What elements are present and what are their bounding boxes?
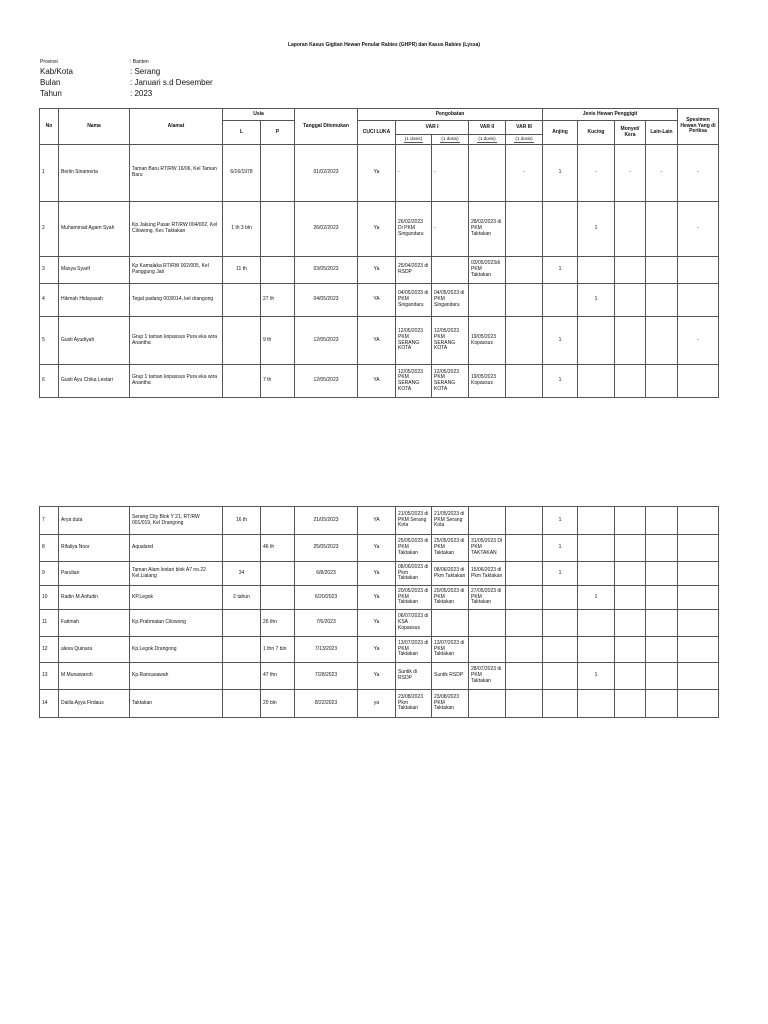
row-usia-p [261, 507, 295, 535]
row-var-1a: 12/05/2023 PKM SERANG KOTA [396, 365, 432, 398]
row-var-3: - [506, 145, 543, 202]
row-spesimen [678, 562, 719, 586]
row-var-1a: - [396, 145, 432, 202]
row-nama: M Munawaroh [59, 663, 130, 690]
row-monyet [615, 535, 646, 562]
table-row [40, 317, 719, 365]
header-kucing: Kucing [578, 121, 615, 145]
row-cuci-luka: Ya [358, 202, 396, 257]
row-usia-l: 16 th [223, 507, 261, 535]
row-kucing [578, 535, 615, 562]
row-usia-l [223, 365, 261, 398]
row-var-1a: 20/05/2023 di PKM Taktakan [396, 586, 432, 610]
row-kucing [578, 257, 615, 284]
meta-key: Tahun [40, 89, 62, 98]
row-tanggal: 6/20/2023 [295, 586, 358, 610]
row-nama: Arya duta [59, 507, 130, 535]
row-spesimen [678, 610, 719, 637]
meta-row-kabkota [40, 66, 213, 77]
row-spesimen: - [678, 202, 719, 257]
row-spesimen [678, 257, 719, 284]
row-var-3 [506, 365, 543, 398]
row-no: 10 [40, 586, 59, 610]
row-monyet [615, 284, 646, 317]
table-row [40, 690, 719, 718]
row-var-1b: 23/08/2023 PKM Taktakan [432, 690, 469, 718]
header-monyet: Monyet/ Kera [615, 121, 646, 145]
row-anjing: 1 [543, 535, 578, 562]
row-monyet [615, 562, 646, 586]
row-no: 12 [40, 637, 59, 663]
row-tanggal: 03/05/2023 [295, 257, 358, 284]
row-usia-l: 1 th 3 bln [223, 202, 261, 257]
table-row [40, 562, 719, 586]
row-var-2: 28/02/2023 di PKM Taktakan [469, 202, 506, 257]
row-spesimen [678, 663, 719, 690]
row-spesimen: - [678, 145, 719, 202]
meta-row-bulan [40, 77, 213, 88]
row-var-1b [432, 610, 469, 637]
meta-value: : Januari s.d Desember [130, 78, 213, 87]
row-var-2: 15/06/2023 di Pkm Taktakan [469, 562, 506, 586]
row-var-1a: 25/04/2023 di RSDP [396, 257, 432, 284]
report-title: Laporan Kasus Gigitan Hewan Penular Rabies (GHPR) dan Kasus Rabies (Lyssa) [287, 42, 481, 48]
row-no: 11 [40, 610, 59, 637]
row-alamat: Kp.Rancasawah [130, 663, 223, 690]
row-no: 1 [40, 145, 59, 202]
table-row [40, 365, 719, 398]
row-var-3 [506, 586, 543, 610]
row-nama: Radin M.Arifudin [59, 586, 130, 610]
row-alamat: Aqualand [130, 535, 223, 562]
row-nama: Parulian [59, 562, 130, 586]
row-alamat: Tegal padang 003/014, kel drangong [130, 284, 223, 317]
row-lain [646, 284, 678, 317]
header-usia: Usia [223, 109, 295, 121]
row-usia-l [223, 663, 261, 690]
row-monyet [615, 317, 646, 365]
row-kucing [578, 562, 615, 586]
row-no: 6 [40, 365, 59, 398]
row-cuci-luka: YA [358, 284, 396, 317]
row-var-3 [506, 284, 543, 317]
row-anjing [543, 202, 578, 257]
row-nama: alexa Quinara [59, 637, 130, 663]
row-var-3 [506, 507, 543, 535]
header-alamat: Alamat [130, 109, 223, 145]
row-var-1a: 04/05/2023 di PKM Singandaru [396, 284, 432, 317]
row-usia-l [223, 284, 261, 317]
row-usia-l [223, 690, 261, 718]
row-lain [646, 535, 678, 562]
row-no: 5 [40, 317, 59, 365]
row-monyet [615, 507, 646, 535]
row-var-1b: 20/05/2023 di PKM Taktakan [432, 586, 469, 610]
row-nama: Dalila Ayya Firdaus [59, 690, 130, 718]
row-var-1b: - [432, 202, 469, 257]
meta-value: : Serang [130, 67, 161, 76]
row-var-3 [506, 202, 543, 257]
header-dosis: (1 dosis) [396, 135, 432, 145]
row-nama: Fatimah [59, 610, 130, 637]
row-var-2 [469, 284, 506, 317]
row-no: 4 [40, 284, 59, 317]
row-tanggal: 25/05/2023 [295, 535, 358, 562]
row-monyet [615, 257, 646, 284]
row-anjing [543, 586, 578, 610]
row-tanggal: 26/02/2023 [295, 202, 358, 257]
row-anjing [543, 663, 578, 690]
row-tanggal: 7/6/2023 [295, 610, 358, 637]
row-no: 8 [40, 535, 59, 562]
row-var-1b: 13/07/2023 di PKM Taktakan [432, 637, 469, 663]
row-kucing [578, 610, 615, 637]
meta-key: Kab/Kota [40, 67, 73, 76]
row-var-1a: 13/07/2023 di PKM Taktakan [396, 637, 432, 663]
table-row [40, 257, 719, 284]
row-alamat: KP.Legok [130, 586, 223, 610]
row-usia-p: 9 th [261, 317, 295, 365]
row-var-2 [469, 610, 506, 637]
row-alamat: Serang City Blok Y 21, RT/RW 001/019, Kel Drangong [130, 507, 223, 535]
row-kucing [578, 637, 615, 663]
row-alamat: Kp Jakung Pasar RT/RW 004/002, Kel Cilowong, Kec Taktakan [130, 202, 223, 257]
row-spesimen [678, 637, 719, 663]
row-var-1a: 06/07/2023 di KSA Kopassus [396, 610, 432, 637]
row-cuci-luka: Ya [358, 586, 396, 610]
row-usia-p: 27 th [261, 284, 295, 317]
row-kucing [578, 690, 615, 718]
row-alamat: Kp Kamalaka RT/RW 002/005, Kel Panggung Jati [130, 257, 223, 284]
header-var-3: VAR III [506, 121, 543, 135]
row-alamat: Taman Alam lestari blok A7 no.22 Kel.Lialang [130, 562, 223, 586]
row-cuci-luka: YA [358, 317, 396, 365]
row-lain [646, 663, 678, 690]
report-meta [40, 57, 213, 99]
table-row [40, 507, 719, 535]
table-row [40, 663, 719, 690]
meta-key: Provinsi [40, 58, 58, 65]
row-var-1b: 04/05/2023 di PKM Singandaru [432, 284, 469, 317]
row-var-3 [506, 257, 543, 284]
meta-value: : 2023 [130, 89, 153, 98]
row-usia-l [223, 637, 261, 663]
row-tanggal: 04/05/2023 [295, 284, 358, 317]
header-tanggal: Tanggal Ditemukan [295, 109, 358, 145]
row-spesimen [678, 586, 719, 610]
row-var-1b: Suntik RSDP [432, 663, 469, 690]
row-var-2 [469, 690, 506, 718]
row-lain [646, 637, 678, 663]
row-lain [646, 610, 678, 637]
row-cuci-luka: Ya [358, 637, 396, 663]
row-lain [646, 317, 678, 365]
row-var-1a: 23/08/2023 Pkm Taktakan [396, 690, 432, 718]
row-tanggal: 12/05/2023 [295, 317, 358, 365]
header-anjing: Anjing [543, 121, 578, 145]
row-var-3 [506, 535, 543, 562]
row-alamat: Grup 1 taman kopassus Pura eka wira Anantha [130, 365, 223, 398]
row-var-1a: Suntik di RSDP [396, 663, 432, 690]
header-jenis-hewan: Jenis Hewan Penggigit [543, 109, 678, 121]
row-tanggal: 12/05/2023 [295, 365, 358, 398]
row-cuci-luka: Ya [358, 562, 396, 586]
table-row [40, 202, 719, 257]
header-usia-p: P [261, 121, 295, 145]
header-usia-l: L [223, 121, 261, 145]
table-body-part-2 [40, 507, 719, 718]
header-var-2: VAR II [469, 121, 506, 135]
row-kucing: 1 [578, 284, 615, 317]
row-alamat: Kp.Prahmatan Cilowong [130, 610, 223, 637]
row-anjing [543, 690, 578, 718]
row-lain [646, 507, 678, 535]
row-spesimen [678, 284, 719, 317]
row-usia-l [223, 610, 261, 637]
row-spesimen [678, 507, 719, 535]
row-lain: - [646, 145, 678, 202]
row-usia-l: 11 th [223, 257, 261, 284]
row-no: 7 [40, 507, 59, 535]
row-var-2: 19/05/2023 Kopassus [469, 365, 506, 398]
meta-row-tahun [40, 88, 213, 99]
row-var-3 [506, 690, 543, 718]
row-alamat: Grup 1 taman kopassus Pura eka wira Anantha [130, 317, 223, 365]
meta-key: Bulan [40, 78, 61, 87]
row-anjing: 1 [543, 562, 578, 586]
row-anjing: 1 [543, 257, 578, 284]
row-usia-p: 47 thn [261, 663, 295, 690]
row-usia-p: 46 th [261, 535, 295, 562]
row-tanggal: 21/05/2023 [295, 507, 358, 535]
row-var-2 [469, 637, 506, 663]
row-cuci-luka: Ya [358, 257, 396, 284]
row-var-3 [506, 610, 543, 637]
row-lain [646, 562, 678, 586]
row-lain [646, 257, 678, 284]
row-alamat: Taman Baru RT/RW 16/06, Kel Taman Baru [130, 145, 223, 202]
row-usia-l: 34 [223, 562, 261, 586]
row-usia-l: 6/16/1978 [223, 145, 261, 202]
row-alamat: Kp.Legok Drangong [130, 637, 223, 663]
row-var-2 [469, 507, 506, 535]
row-var-1a: 25/05/2023 di PKM Taktakan [396, 535, 432, 562]
table-row [40, 535, 719, 562]
row-var-3 [506, 317, 543, 365]
row-alamat: Taktakan [130, 690, 223, 718]
meta-value: : Banten [130, 58, 149, 65]
header-dosis: (1 dosis) [469, 135, 506, 145]
row-var-2 [469, 145, 506, 202]
row-cuci-luka: YA [358, 507, 396, 535]
table-row [40, 637, 719, 663]
header-dosis: (1 dosis) [506, 135, 543, 145]
table-row [40, 284, 719, 317]
row-usia-p [261, 145, 295, 202]
row-tanggal: 7/28/2023 [295, 663, 358, 690]
row-no: 14 [40, 690, 59, 718]
header-cuci-luka: CUCI LUKA [358, 121, 396, 145]
row-kucing: 1 [578, 586, 615, 610]
row-no: 2 [40, 202, 59, 257]
row-monyet [615, 637, 646, 663]
table-row [40, 586, 719, 610]
row-nama: Muhammad Agam Syah [59, 202, 130, 257]
row-anjing [543, 610, 578, 637]
header-dosis: (1 dosis) [432, 135, 469, 145]
row-usia-l: 2 tahun [223, 586, 261, 610]
row-cuci-luka: Ya [358, 663, 396, 690]
row-cuci-luka: Ya [358, 535, 396, 562]
row-lain [646, 365, 678, 398]
row-var-1a: 08/06/2023 di Pkm Taktakan [396, 562, 432, 586]
table-body-part-1 [40, 145, 719, 398]
row-kucing: 1 [578, 202, 615, 257]
row-usia-p: 20 bln [261, 690, 295, 718]
row-usia-l [223, 317, 261, 365]
row-anjing: 1 [543, 317, 578, 365]
row-lain [646, 586, 678, 610]
row-monyet [615, 663, 646, 690]
row-var-2: 31/05/2023 DI PKM TAKTAKAN [469, 535, 506, 562]
row-usia-p: 26 thn [261, 610, 295, 637]
header-nama: Nama [59, 109, 130, 145]
row-tanggal: 01/02/2023 [295, 145, 358, 202]
row-monyet [615, 202, 646, 257]
row-spesimen [678, 535, 719, 562]
row-var-2: 27/05/2023 di PKM Taktakan [469, 586, 506, 610]
row-var-3 [506, 637, 543, 663]
row-monyet [615, 690, 646, 718]
row-usia-p [261, 257, 295, 284]
header-pengobatan: Pengobatan [358, 109, 543, 121]
row-anjing: 1 [543, 145, 578, 202]
row-kucing: - [578, 145, 615, 202]
row-var-2: 28/07/2023 di PKM Taktakan [469, 663, 506, 690]
row-usia-p [261, 202, 295, 257]
row-anjing: 1 [543, 365, 578, 398]
header-var-1: VAR I [396, 121, 469, 135]
row-var-1b [432, 257, 469, 284]
row-usia-p [261, 586, 295, 610]
row-spesimen [678, 690, 719, 718]
row-var-1b: 08/06/2023 di Pkm Taktakan [432, 562, 469, 586]
row-anjing [543, 284, 578, 317]
row-lain [646, 202, 678, 257]
row-nama: Masya Syarif [59, 257, 130, 284]
row-tanggal: 7/13/2023 [295, 637, 358, 663]
row-kucing [578, 365, 615, 398]
row-var-1b: 21/05/2023 di PKM Serang Kota [432, 507, 469, 535]
row-var-1b: 25/05/2023 di PKM Taktakan [432, 535, 469, 562]
row-usia-p [261, 562, 295, 586]
row-var-1a: 26/02/2023 Di PKM Singandaru [396, 202, 432, 257]
row-monyet [615, 586, 646, 610]
row-nama: Rifaliya Noor [59, 535, 130, 562]
row-var-1a: 21/05/2023 di PKM Serang Kota [396, 507, 432, 535]
row-anjing: 1 [543, 507, 578, 535]
row-tanggal: 8/22/2023 [295, 690, 358, 718]
row-kucing [578, 507, 615, 535]
row-anjing [543, 637, 578, 663]
row-tanggal: 6/8/2023 [295, 562, 358, 586]
row-kucing: 1 [578, 663, 615, 690]
row-nama: Gusti Ayudiyah [59, 317, 130, 365]
row-no: 3 [40, 257, 59, 284]
table-row [40, 145, 719, 202]
row-var-1a: 12/05/2023 PKM SERANG KOTA [396, 317, 432, 365]
row-var-2: 19/05/2023 Kopassus [469, 317, 506, 365]
row-var-3 [506, 562, 543, 586]
row-usia-l [223, 535, 261, 562]
row-usia-p: 7 th [261, 365, 295, 398]
meta-row-provinsi [40, 57, 213, 66]
row-lain [646, 690, 678, 718]
row-cuci-luka: Ya [358, 610, 396, 637]
row-monyet [615, 610, 646, 637]
header-no: No [40, 109, 59, 145]
row-nama: Gusti Ayu Chika Lestari [59, 365, 130, 398]
row-spesimen: - [678, 317, 719, 365]
row-var-2: 03/05/2023di PKM Taktakan [469, 257, 506, 284]
ghpr-table-part-1 [39, 108, 719, 398]
row-monyet [615, 365, 646, 398]
row-no: 13 [40, 663, 59, 690]
row-usia-p: 1 thn 7 bln [261, 637, 295, 663]
row-nama: Berlin Sinamerta [59, 145, 130, 202]
row-nama: Hikmah Hidayasah [59, 284, 130, 317]
ghpr-table-part-2 [39, 506, 719, 718]
header-spesimen: Spesimen Hewan Yang di Periksa [678, 109, 719, 145]
row-var-1b: 12/05/2023 PKM SERANG KOTA [432, 317, 469, 365]
row-kucing [578, 317, 615, 365]
table-row [40, 610, 719, 637]
row-var-3 [506, 663, 543, 690]
row-no: 9 [40, 562, 59, 586]
row-var-1b: - [432, 145, 469, 202]
row-cuci-luka: Ya [358, 145, 396, 202]
header-lain: Lain-Lain [646, 121, 678, 145]
row-spesimen [678, 365, 719, 398]
row-cuci-luka: YA [358, 365, 396, 398]
row-cuci-luka: ya [358, 690, 396, 718]
row-var-1b: 12/05/2023 PKM SERANG KOTA [432, 365, 469, 398]
row-monyet: - [615, 145, 646, 202]
